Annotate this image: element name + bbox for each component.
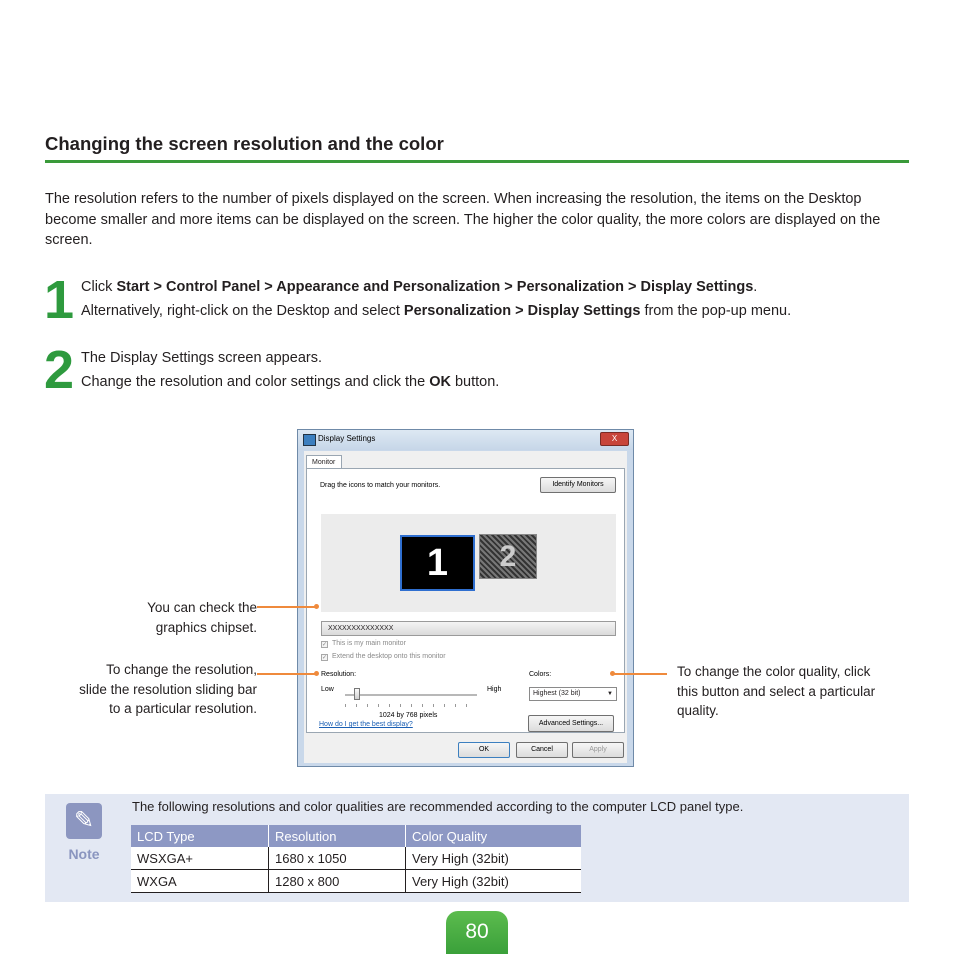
cancel-button[interactable]: Cancel	[516, 742, 568, 758]
color-callout-line	[612, 673, 667, 675]
advanced-settings-button[interactable]: Advanced Settings...	[528, 715, 614, 732]
color-callout	[677, 662, 907, 721]
intro-paragraph: The resolution refers to the number of pixels displayed on the screen. When increasing the resolution, the items on the Desktop become smaller and more items can be displayed on the screen. The higher the color quality, the more colors are displayed on the screen.	[45, 191, 881, 248]
chipset-callout-line	[257, 606, 317, 608]
section-title: Changing the screen resolution and the color	[45, 133, 444, 154]
color-callout-line-3: quality.	[677, 703, 719, 718]
resolution-slider-thumb[interactable]	[354, 688, 360, 700]
high-label: High	[487, 686, 502, 693]
step-1-text	[81, 275, 911, 323]
step-1-line-1	[81, 275, 911, 299]
monitor-arrangement	[321, 514, 616, 612]
monitor-2-icon[interactable]: 2	[479, 534, 537, 579]
step-1-path: Start > Control Panel > Appearance and Personalization > Personalization > Display Settings	[116, 279, 754, 295]
step-2-line-2	[81, 370, 911, 394]
table-header-row	[131, 825, 581, 847]
step-2-ok: OK	[429, 374, 451, 390]
chipset-callout-dot	[314, 604, 319, 609]
step-1-number: 1	[44, 270, 75, 330]
dialog-body	[304, 451, 627, 763]
dialog-titlebar	[298, 430, 633, 450]
chipset-callout-line-1: You can check the	[147, 600, 257, 615]
display-settings-dialog	[297, 429, 634, 767]
step-1-alt-prefix: Alternatively, right-click on the Desktop and select	[81, 303, 404, 319]
tab-monitor[interactable]: Monitor	[306, 455, 342, 469]
table-header: Resolution	[269, 825, 406, 847]
step-2-number: 2	[44, 340, 75, 400]
resolution-table	[131, 825, 581, 893]
note-text: The following resolutions and color qualities are recommended according to the computer LCD panel type.	[132, 799, 744, 814]
resolution-callout-line	[257, 673, 317, 675]
step-2-suffix: button.	[450, 374, 500, 390]
table-cell: WSXGA+	[131, 847, 269, 870]
monitor-1-icon[interactable]: 1	[400, 535, 475, 591]
step-2-prefix: Change the resolution and color settings and click the	[81, 374, 430, 390]
table-cell: 1680 x 1050	[269, 847, 406, 870]
pencil-icon: ✎	[66, 803, 102, 839]
colors-select[interactable]	[529, 687, 617, 701]
ok-button[interactable]: OK	[458, 742, 510, 758]
resolution-callout-line-3: to a particular resolution.	[109, 701, 257, 716]
dialog-title: Display Settings	[318, 434, 376, 443]
identify-monitors-button[interactable]: Identify Monitors	[540, 477, 616, 493]
color-callout-line-2: this button and select a particular	[677, 683, 876, 699]
extend-desktop-label: Extend the desktop onto this monitor	[332, 653, 446, 660]
help-link[interactable]: How do I get the best display?	[319, 721, 413, 728]
resolution-value: 1024 by 768 pixels	[379, 712, 438, 719]
table-row	[131, 870, 581, 893]
step-1-suffix: .	[753, 279, 758, 295]
table-header: LCD Type	[131, 825, 269, 847]
table-row	[131, 847, 581, 870]
step-1-line-2	[81, 299, 911, 323]
colors-select-value: Highest (32 bit)	[533, 690, 581, 697]
step-2-text	[81, 346, 911, 394]
chipset-callout-line-2: graphics chipset.	[155, 619, 257, 635]
monitor-panel	[306, 468, 625, 733]
apply-button[interactable]: Apply	[572, 742, 624, 758]
table-cell: Very High (32bit)	[406, 870, 582, 893]
page-number: 80	[465, 920, 489, 943]
color-callout-line-1: To change the color quality, click	[677, 664, 871, 679]
chipset-dropdown[interactable]: XXXXXXXXXXXXXX	[321, 621, 616, 636]
resolution-label: Resolution:	[321, 671, 357, 678]
step-2-line-1: The Display Settings screen appears.	[81, 350, 322, 366]
table-cell: 1280 x 800	[269, 870, 406, 893]
display-icon	[303, 434, 316, 446]
chipset-callout	[100, 598, 257, 637]
resolution-callout	[40, 660, 257, 719]
step-1-alt-path: Personalization > Display Settings	[403, 303, 641, 319]
table-cell: WXGA	[131, 870, 269, 893]
title-divider	[45, 160, 909, 163]
step-1-prefix: Click	[81, 279, 117, 295]
chevron-down-icon: ▼	[607, 691, 613, 697]
step-1-alt-suffix: from the pop-up menu.	[640, 303, 792, 319]
table-header: Color Quality	[406, 825, 582, 847]
colors-label: Colors:	[529, 671, 552, 678]
resolution-callout-line-2: slide the resolution sliding bar	[79, 681, 257, 697]
resolution-callout-line-1: To change the resolution,	[106, 662, 257, 677]
table-cell: Very High (32bit)	[406, 847, 582, 870]
main-monitor-checkbox[interactable]: ✓	[322, 642, 328, 648]
drag-instruction: Drag the icons to match your monitors.	[320, 482, 441, 489]
extend-desktop-checkbox[interactable]: ✓	[322, 655, 328, 661]
resolution-slider-track[interactable]	[345, 694, 477, 696]
slider-ticks	[345, 704, 477, 707]
main-monitor-label: This is my main monitor	[332, 640, 406, 647]
resolution-callout-dot	[314, 671, 319, 676]
note-label: Note	[68, 846, 100, 862]
close-button[interactable]: X	[600, 432, 629, 446]
color-callout-dot	[610, 671, 615, 676]
low-label: Low	[321, 686, 334, 693]
